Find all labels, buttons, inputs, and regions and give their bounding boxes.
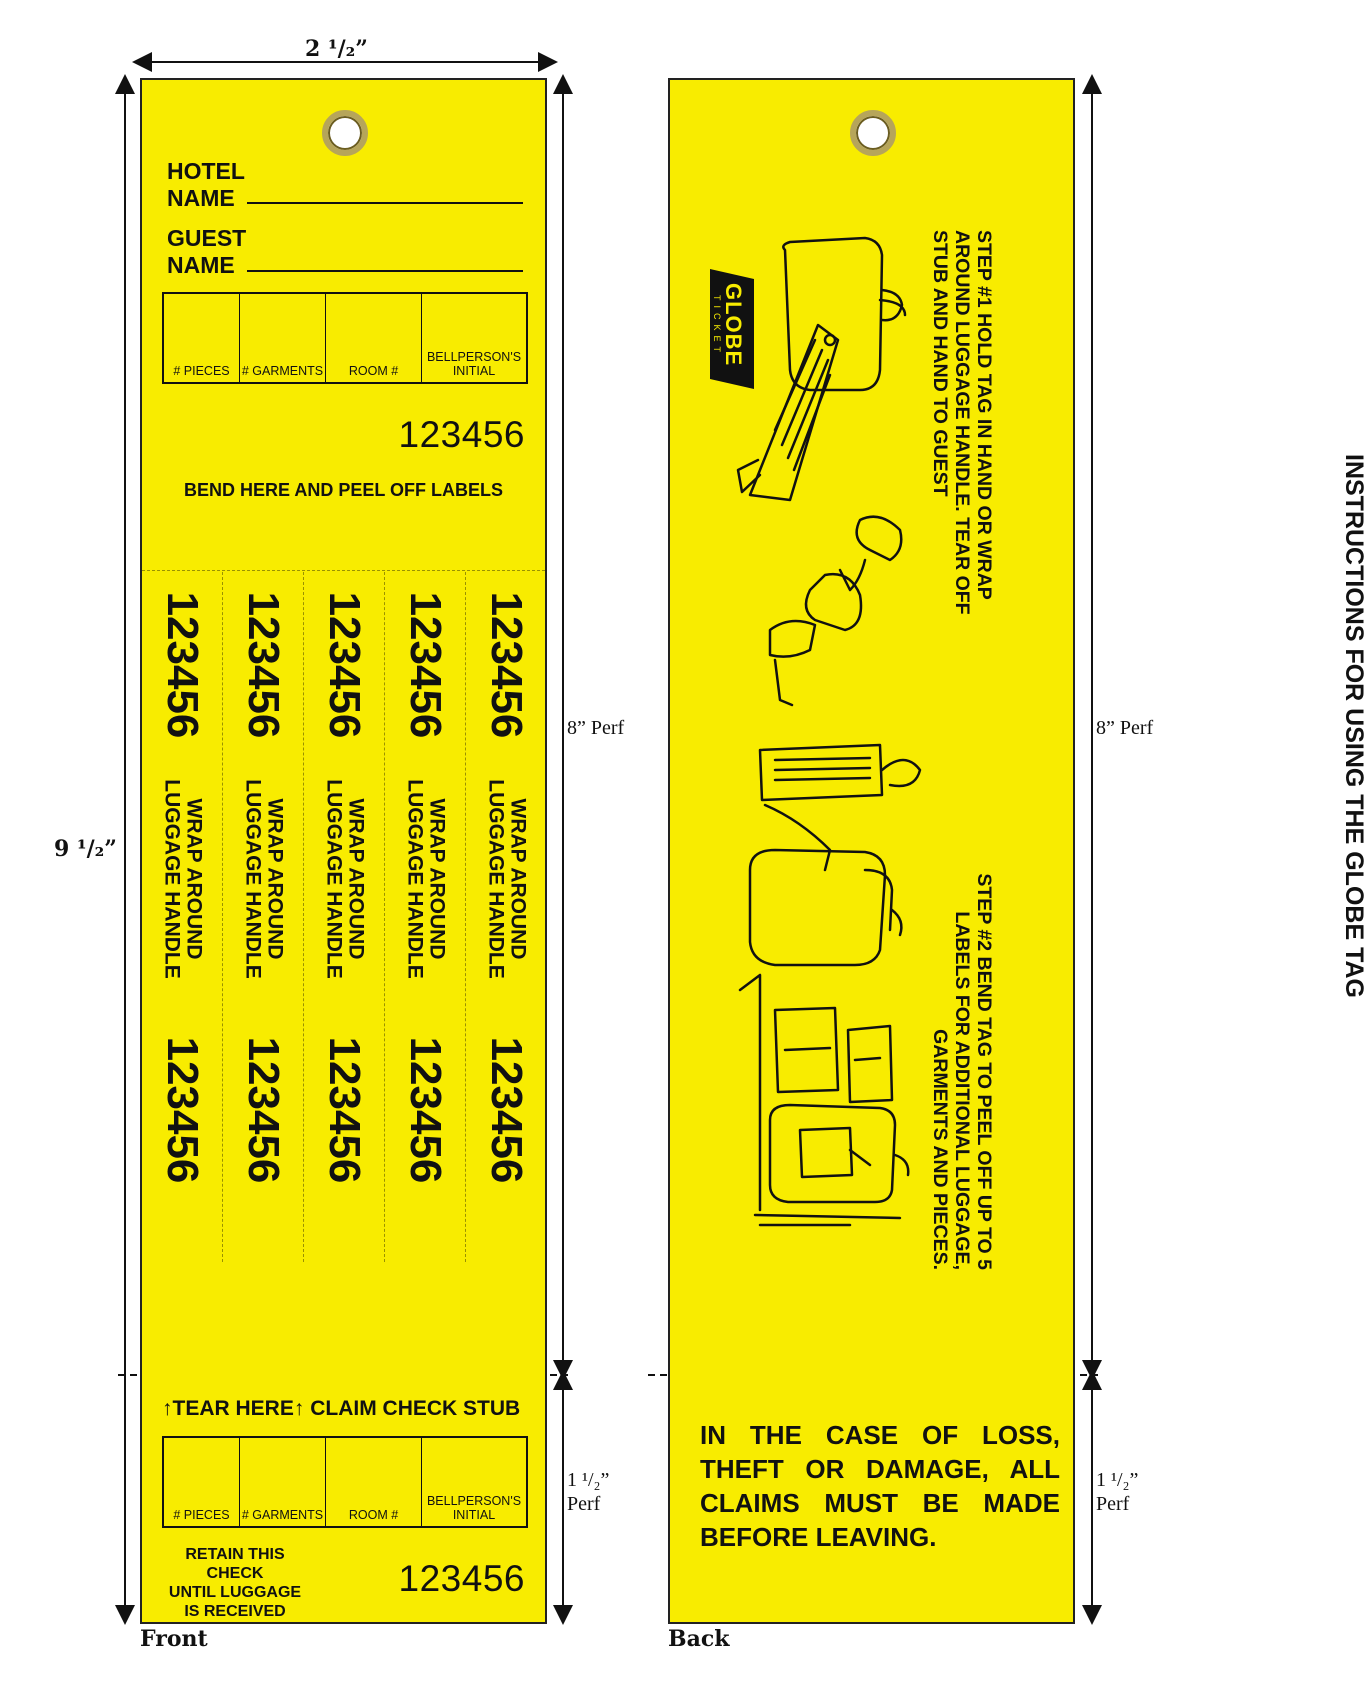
front-perf-stub-label: 1 ¹/₂” [567,1469,610,1491]
logo-word: GLOBE [721,283,746,367]
stub-bellperson-cell: BELLPERSON'S INITIAL [426,1494,522,1522]
strip-number-top: 123456 [320,591,369,739]
strip-number-bottom: 123456 [158,1036,207,1184]
bend-text: BEND HERE AND PEEL OFF LABELS [183,480,504,500]
strip-text: WRAP AROUND LUGGAGE HANDLE [403,779,449,979]
stub-pieces-cell: # PIECES [164,1438,240,1526]
back-grommet [850,110,896,156]
back-caption: Back [668,1626,730,1652]
strip-text: WRAP AROUND LUGGAGE HANDLE [484,779,530,979]
strip-number-bottom: 123456 [320,1036,369,1184]
label-strip [223,572,304,1262]
ticket-number: 123456 [398,414,525,455]
room-cell: ROOM # [326,294,422,382]
stub-title: ↑TEAR HERE↑ CLAIM CHECK STUB [162,1397,521,1420]
claim-line-2: THEFT OR DAMAGE, ALL [700,1454,1060,1484]
claim-text [700,1418,1060,1554]
label-strip [142,572,223,1262]
back-perf-stub-label: 1 ¹/₂” [1096,1469,1139,1491]
logo-sub: TICKET [712,295,722,358]
hotel-label-2: NAME [167,185,235,211]
retain-text: RETAIN THIS CHECK UNTIL LUGGAGE IS RECEIVED [168,1546,302,1620]
tear-arrow-icon-2: ↑ [293,1397,305,1420]
peel-divider [142,570,545,571]
front-caption: Front [140,1626,208,1652]
strip-number-top: 123456 [482,591,531,739]
tear-arrow-icon: ↑ [162,1397,173,1420]
front-grommet [322,110,368,156]
step2-text: STEP #2 BEND TAG TO PEEL OFF UP TO 5 LABELS FOR ADDITIONAL LUGGAGE, GARMENTS AND PIECES. [929,873,995,1270]
guest-label-2: NAME [167,252,235,278]
hotel-label-1: HOTEL [167,158,245,184]
stub-room-cell: ROOM # [326,1438,422,1526]
front-perf-main-label: 8” Perf [567,717,625,739]
garments-cell: # GARMENTS [240,294,326,382]
back-perf-stub-suffix: Perf [1096,1493,1130,1515]
label-strip [385,572,466,1262]
claim-line-3: CLAIMS MUST BE MADE [700,1488,1060,1518]
label-strip [304,572,385,1262]
strip-number-bottom: 123456 [239,1036,288,1184]
strip-number-top: 123456 [239,591,288,739]
hotel-name-line [247,202,523,204]
bellperson-cell: BELLPERSON'S INITIAL [426,350,522,378]
pieces-cell: # PIECES [164,294,240,382]
strip-number-top: 123456 [401,591,450,739]
back-perf-main-label: 8” Perf [1096,717,1154,739]
front-perf-stub-suffix: Perf [567,1493,601,1515]
label-strip [466,572,547,1262]
claim-line-1: IN THE CASE OF LOSS, [700,1420,1060,1450]
height-label: 9 ¹/₂” [54,836,117,862]
strip-number-bottom: 123456 [482,1036,531,1184]
guest-name-line [247,270,523,272]
strip-text: WRAP AROUND LUGGAGE HANDLE [160,779,206,979]
front-tag [140,78,547,1624]
guest-label-1: GUEST [167,225,247,251]
width-label: 2 ¹/₂” [305,36,368,62]
stub-number: 123456 [398,1558,525,1599]
strip-text: WRAP AROUND LUGGAGE HANDLE [322,779,368,979]
stub-info-table [162,1436,528,1528]
luggage-illustration [730,230,960,1230]
strip-number-top: 123456 [158,591,207,739]
stub-garments-cell: # GARMENTS [240,1438,326,1526]
strip-number-bottom: 123456 [401,1036,450,1184]
step1-text: STEP #1 HOLD TAG IN HAND OR WRAP AROUND LUGGAGE HANDLE. TEAR OFF STUB AND HAND TO GUEST [929,230,995,615]
instructions-title: INSTRUCTIONS FOR USING THE GLOBE TAG [1340,454,1368,998]
front-info-table [162,292,528,384]
claim-line-4: BEFORE LEAVING. [700,1522,937,1552]
strip-text: WRAP AROUND LUGGAGE HANDLE [241,779,287,979]
